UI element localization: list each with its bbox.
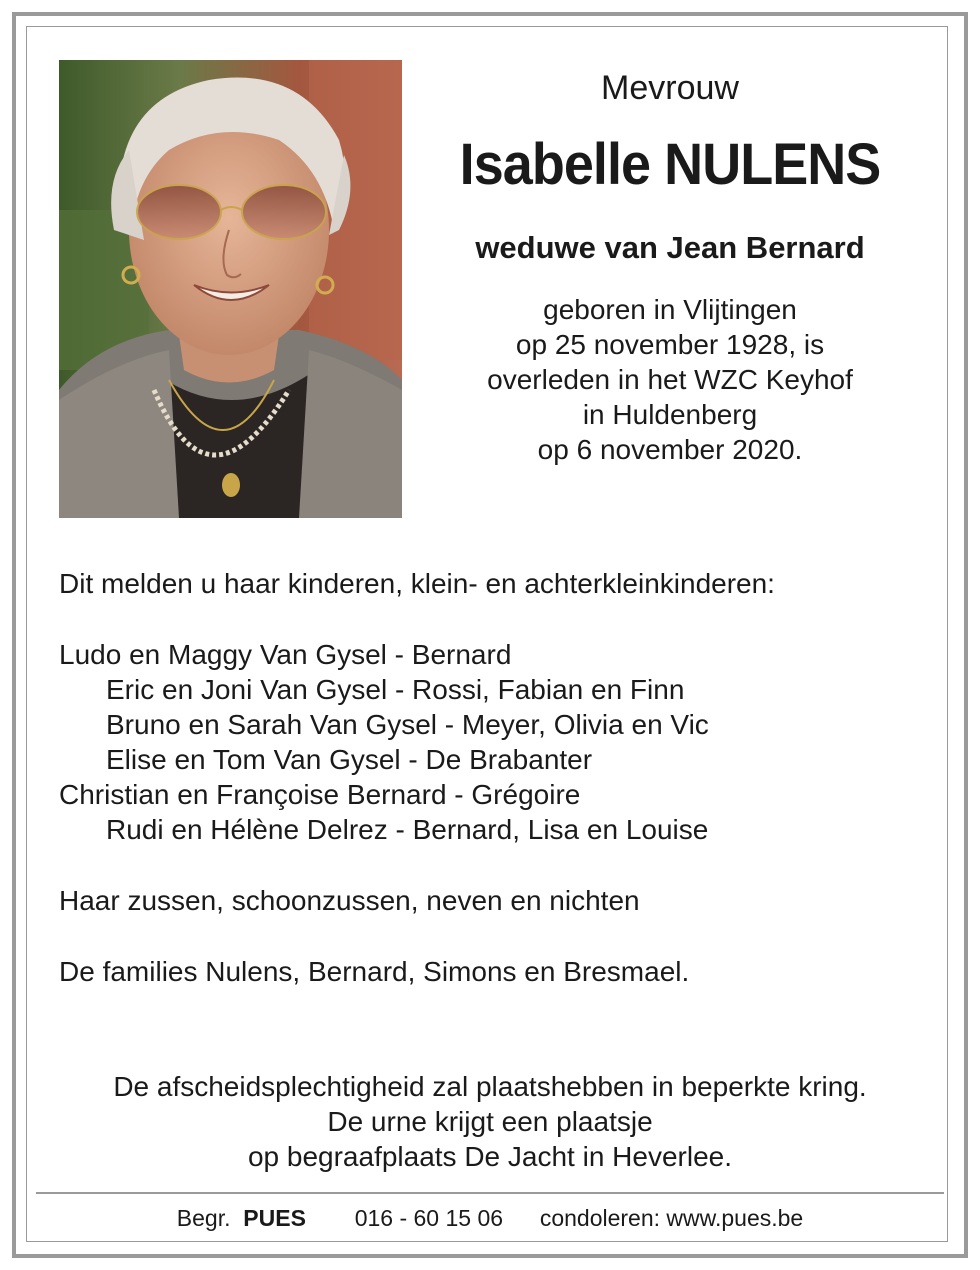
bio-block [420, 292, 920, 467]
sisters-line: Haar zussen, schoonzussen, neven en nichten [59, 885, 640, 916]
footer-prefix: Begr. [176, 1205, 237, 1231]
bio-line: op 6 november 2020. [537, 434, 803, 465]
condolence-link[interactable]: condoleren: www.pues.be [539, 1205, 804, 1231]
family-child: Bruno en Sarah Van Gysel - Meyer, Olivia en Vic [106, 709, 709, 740]
widow-of: weduwe van Jean Bernard [475, 230, 865, 265]
bio-line: in Huldenberg [582, 399, 758, 430]
honorific: Mevrouw [601, 69, 739, 107]
company-name: PUES [243, 1205, 306, 1231]
header-block [420, 62, 920, 467]
family-parent: Ludo en Maggy Van Gysel - Bernard [59, 639, 512, 670]
bio-line: geboren in Vlijtingen [543, 294, 797, 325]
portrait-photo [59, 60, 402, 518]
deceased-name: Isabelle NULENS [459, 132, 881, 197]
family-section [59, 566, 939, 989]
family-parent: Christian en Françoise Bernard - Grégoire [59, 779, 581, 810]
family-child: Elise en Tom Van Gysel - De Brabanter [106, 744, 593, 775]
closing-line: De urne krijgt een plaatsje [327, 1106, 653, 1137]
families-line: De families Nulens, Bernard, Simons en Bresmael. [59, 956, 690, 987]
family-child: Rudi en Hélène Delrez - Bernard, Lisa en Louise [106, 814, 709, 845]
closing-line: De afscheidsplechtigheid zal plaatshebben in beperkte kring. [113, 1071, 867, 1102]
footer-divider [36, 1192, 944, 1194]
announcement: Dit melden u haar kinderen, klein- en achterkleinkinderen: [59, 568, 775, 599]
phone-number: 016 - 60 15 06 [354, 1205, 504, 1231]
family-child: Eric en Joni Van Gysel - Rossi, Fabian en Finn [106, 674, 685, 705]
closing-block [30, 1069, 950, 1174]
footer [30, 1203, 950, 1233]
bio-line: overleden in het WZC Keyhof [487, 364, 853, 395]
closing-line: op begraafplaats De Jacht in Heverlee. [247, 1141, 733, 1172]
bio-line: op 25 november 1928, is [515, 329, 825, 360]
